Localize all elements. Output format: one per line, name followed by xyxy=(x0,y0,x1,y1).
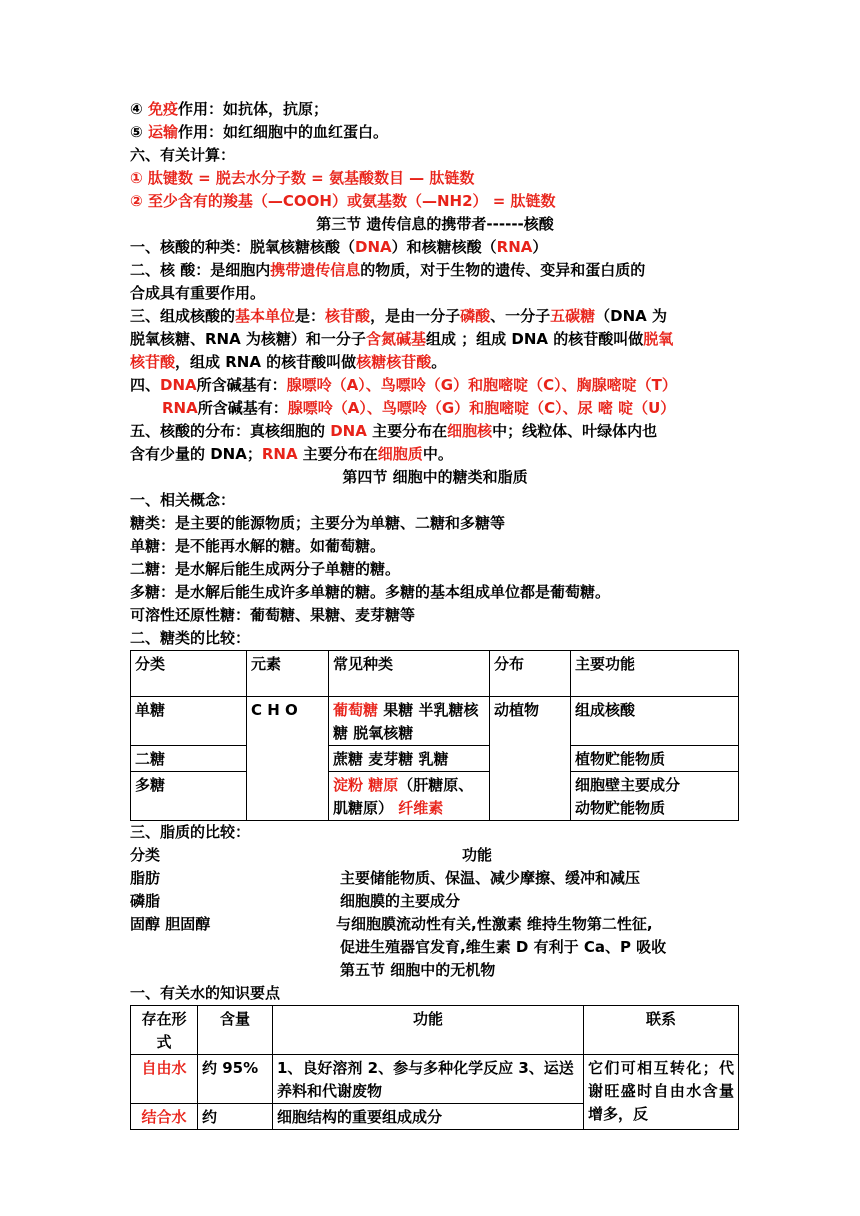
th-kinds: 常见种类 xyxy=(329,651,490,697)
lipid-row-sterol: 固醇 胆固醇 与细胞膜流动性有关,性激素 维持生物第二性征, xyxy=(130,915,653,933)
water-table xyxy=(130,1005,739,1130)
sugar-compare-heading: 二、糖类的比较： xyxy=(130,629,251,647)
distribution-2: 含有少量的 DNA；RNA 主要分布在细胞质中。 xyxy=(130,445,453,463)
sugar-table xyxy=(130,650,739,821)
basic-unit-1: 三、组成核酸的基本单位是：核苷酸，是由一分子磷酸、一分子五碳糖（DNA 为 xyxy=(130,307,667,325)
th-element: 元素 xyxy=(247,651,329,697)
table-row: 多糖 淀粉 糖原（肝糖原、肌糖原） 纤维素 细胞壁主要成分 动物贮能物质 xyxy=(131,772,739,821)
distribution-1: 五、核酸的分布：真核细胞的 DNA 主要分布在细胞核中；线粒体、叶绿体内也 xyxy=(130,422,658,440)
line-immunity: ④ 免疫作用：如抗体，抗原； xyxy=(130,100,328,118)
table-row: 二糖 蔗糖 麦芽糖 乳糖 植物贮能物质 xyxy=(131,746,739,772)
def-reducing-sugar: 可溶性还原性糖：葡萄糖、果糖、麦芽糖等 xyxy=(130,606,416,624)
lipid-row-sterol-cont: 促进生殖器官发育,维生素 D 有利于 Ca、P 吸收 xyxy=(340,938,667,956)
lipid-row-phospholipid: 磷脂 细胞膜的主要成分 xyxy=(130,892,461,910)
formula-2: ② 至少含有的羧基（—COOH）或氨基数（—NH2） = 肽链数 xyxy=(130,192,556,210)
table-row: 单糖 C H O 葡萄糖 果糖 半乳糖核糖 脱氧核糖 动植物 组成核酸 xyxy=(131,697,739,746)
dna-bases: 四、DNA所含碱基有：腺嘌呤（A）、鸟嘌呤（G）和胞嘧啶（C）、胸腺嘧啶（T） xyxy=(130,376,677,394)
table-row: 结合水 约 细胞结构的重要组成成分 xyxy=(131,1104,739,1130)
lipid-compare-heading: 三、脂质的比较： xyxy=(130,823,251,841)
formula-1: ① 肽键数 = 脱去水分子数 = 氨基酸数目 — 肽链数 xyxy=(130,169,475,187)
table-header-row xyxy=(131,651,739,697)
def-sugars: 糖类：是主要的能源物质；主要分为单糖、二糖和多糖等 xyxy=(130,514,506,532)
water-heading: 一、有关水的知识要点 xyxy=(130,984,281,1002)
line-transport: ⑤ 运输作用：如红细胞中的血红蛋白。 xyxy=(130,123,388,141)
document-page xyxy=(130,98,740,1130)
basic-unit-2: 脱氧核糖、RNA 为核糖）和一分子含氮碱基组成 ；组成 DNA 的核苷酸叫做脱氧 xyxy=(130,330,674,348)
basic-unit-3: 核苷酸，组成 RNA 的核苷酸叫做核糖核苷酸。 xyxy=(130,353,447,371)
section3-title: 第三节 遗传信息的携带者------核酸 xyxy=(316,215,554,233)
section4-title: 第四节 细胞中的糖类和脂质 xyxy=(342,468,528,486)
heading-calc: 六、有关计算： xyxy=(130,146,236,164)
def-disaccharide: 二糖：是水解后能生成两分子单糖的糖。 xyxy=(130,560,401,578)
lipid-header: 分类 功能 xyxy=(130,846,493,864)
section5-title: 第五节 细胞中的无机物 xyxy=(340,961,496,979)
nucleic-def-1: 二、核 酸：是细胞内携带遗传信息的物质，对于生物的遗传、变异和蛋白质的 xyxy=(130,261,646,279)
nucleic-types: 一、核酸的种类：脱氧核糖核酸（DNA）和核糖核酸（RNA） xyxy=(130,238,548,256)
table-row: 自由水 约 95% 1、良好溶剂 2、参与多种化学反应 3、运送养料和代谢废物 它们可相互转化；代谢旺盛时自由水含量增多，反 xyxy=(131,1055,739,1104)
th-function: 主要功能 xyxy=(571,651,739,697)
th-distribution: 分布 xyxy=(490,651,571,697)
def-monosaccharide: 单糖：是不能再水解的糖。如葡萄糖。 xyxy=(130,537,386,555)
lipid-row-fat: 脂肪 主要储能物质、保温、减少摩擦、缓冲和减压 xyxy=(130,869,641,887)
table-header-row: 存在形式 含量 功能 联系 xyxy=(131,1006,739,1055)
nucleic-def-2: 合成具有重要作用。 xyxy=(130,284,266,302)
def-polysaccharide: 多糖：是水解后能生成许多单糖的糖。多糖的基本组成单位都是葡萄糖。 xyxy=(130,583,611,601)
rna-bases: RNA所含碱基有：腺嘌呤（A）、鸟嘌呤（G）和胞嘧啶（C）、尿 嘧 啶（U） xyxy=(162,399,676,417)
th-class: 分类 xyxy=(131,651,247,697)
concepts-heading: 一、相关概念： xyxy=(130,491,236,509)
